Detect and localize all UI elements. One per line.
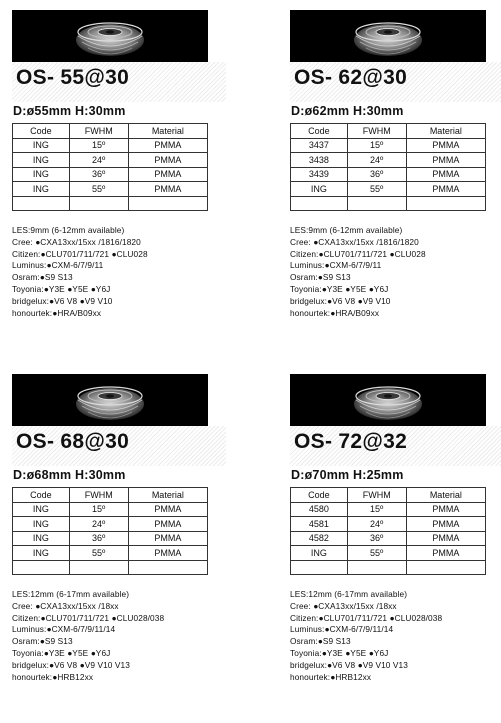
cell-code: ING <box>13 153 70 168</box>
note-line: Osram:●S9 S13 <box>290 636 351 647</box>
table-row-empty <box>13 560 208 575</box>
cell-fwhm: 36º <box>347 167 406 182</box>
table-row <box>291 531 486 546</box>
dimensions: D:ø55mm H:30mm <box>13 104 126 118</box>
dimensions: D:ø70mm H:25mm <box>291 468 404 482</box>
note-line: Cree: ●CXA13xx/15xx /1816/1820 <box>290 236 419 247</box>
header-code: Code <box>291 488 348 503</box>
note-line: Toyonia:●Y3E ●Y5E ●Y6J <box>290 283 389 294</box>
lens-photo <box>290 10 486 62</box>
cell-material: PMMA <box>128 167 207 182</box>
note-line: bridgelux:●V6 V8 ●V9 V10 V13 <box>290 659 408 670</box>
note-line: Osram:●S9 S13 <box>12 636 73 647</box>
lens-photo <box>12 374 208 426</box>
spec-table <box>12 123 208 211</box>
note-line: honourtek:●HRA/B09xx <box>12 307 102 318</box>
table-row-empty <box>291 560 486 575</box>
cell-code: 4582 <box>291 531 348 546</box>
product-title: OS- 68@30 <box>16 430 130 453</box>
note-line: Citizen:●CLU701/711/721 ●CLU028 <box>290 248 426 259</box>
table-row <box>291 153 486 168</box>
header-material: Material <box>128 124 207 139</box>
cell-code: ING <box>13 531 70 546</box>
header-fwhm: FWHM <box>347 124 406 139</box>
cell-material: PMMA <box>128 517 207 532</box>
cell-material: PMMA <box>128 546 207 561</box>
cell-fwhm: 15º <box>347 138 406 153</box>
note-line: LES:12mm (6-17mm available) <box>290 589 408 599</box>
note-line: Cree: ●CXA13xx/15xx /18xx <box>290 600 397 611</box>
cell-fwhm: 55º <box>69 546 128 561</box>
header-material: Material <box>128 488 207 503</box>
dimensions: D:ø68mm H:30mm <box>13 468 126 482</box>
product-card-os-68 <box>12 374 226 683</box>
note-line: LES:9mm (6-12mm available) <box>12 225 125 235</box>
dimensions: D:ø62mm H:30mm <box>291 104 404 118</box>
cell-material: PMMA <box>128 502 207 517</box>
cell-fwhm: 24º <box>69 153 128 168</box>
header-fwhm: FWHM <box>69 488 128 503</box>
table-row <box>291 517 486 532</box>
note-line: Cree: ●CXA13xx/15xx /1816/1820 <box>12 236 141 247</box>
table-row <box>13 182 208 197</box>
cell-code: 3438 <box>291 153 348 168</box>
note-line: Luminus:●CXM-6/7/9/11/14 <box>290 624 394 635</box>
table-row <box>291 138 486 153</box>
cell-fwhm: 36º <box>347 531 406 546</box>
cell-material: PMMA <box>406 153 485 168</box>
spec-table <box>290 487 486 575</box>
note-line: Toyonia:●Y3E ●Y5E ●Y6J <box>12 283 111 294</box>
cell-material: PMMA <box>406 517 485 532</box>
spec-table <box>290 123 486 211</box>
table-row-empty <box>13 196 208 211</box>
cell-material: PMMA <box>406 167 485 182</box>
note-line: Citizen:●CLU701/711/721 ●CLU028/038 <box>12 612 165 623</box>
note-line: Citizen:●CLU701/711/721 ●CLU028 <box>12 248 148 259</box>
note-line: Cree: ●CXA13xx/15xx /18xx <box>12 600 119 611</box>
cell-fwhm: 24º <box>347 153 406 168</box>
cell-fwhm: 24º <box>347 517 406 532</box>
table-row <box>13 153 208 168</box>
cell-material: PMMA <box>128 153 207 168</box>
product-card-os-55 <box>12 10 226 319</box>
cell-code: 3439 <box>291 167 348 182</box>
cell-fwhm: 55º <box>347 182 406 197</box>
cell-code: 4580 <box>291 502 348 517</box>
table-row-empty <box>291 196 486 211</box>
compatibility-notes <box>290 589 501 683</box>
cell-material: PMMA <box>406 546 485 561</box>
cell-code: ING <box>13 502 70 517</box>
table-row <box>13 531 208 546</box>
cell-material: PMMA <box>128 531 207 546</box>
cell-code: ING <box>13 138 70 153</box>
header-code: Code <box>13 488 70 503</box>
note-line: bridgelux:●V6 V8 ●V9 V10 V13 <box>12 659 130 670</box>
cell-code: ING <box>13 167 70 182</box>
note-line: bridgelux:●V6 V8 ●V9 V10 <box>12 295 113 306</box>
cell-fwhm: 15º <box>69 502 128 517</box>
table-row <box>291 546 486 561</box>
table-header-row <box>291 124 486 139</box>
header-material: Material <box>406 124 485 139</box>
spec-table <box>12 487 208 575</box>
table-row <box>291 167 486 182</box>
cell-code: ING <box>291 182 348 197</box>
product-card-os-62 <box>290 10 501 319</box>
product-title: OS- 55@30 <box>16 66 130 89</box>
cell-material: PMMA <box>406 182 485 197</box>
product-title: OS- 72@32 <box>294 430 408 453</box>
table-header-row <box>13 124 208 139</box>
compatibility-notes <box>12 589 226 683</box>
cell-code: 4581 <box>291 517 348 532</box>
table-row <box>291 182 486 197</box>
note-line: Toyonia:●Y3E ●Y5E ●Y6J <box>290 647 389 658</box>
note-line: Luminus:●CXM-6/7/9/11 <box>290 260 382 271</box>
cell-fwhm: 36º <box>69 167 128 182</box>
cell-code: ING <box>291 546 348 561</box>
note-line: Luminus:●CXM-6/7/9/11 <box>12 260 104 271</box>
title-bar <box>290 62 501 102</box>
cell-material: PMMA <box>128 138 207 153</box>
note-line: Toyonia:●Y3E ●Y5E ●Y6J <box>12 647 111 658</box>
note-line: Citizen:●CLU701/711/721 ●CLU028/038 <box>290 612 443 623</box>
table-row <box>13 546 208 561</box>
title-bar <box>12 426 226 466</box>
note-line: Osram:●S9 S13 <box>290 272 351 283</box>
cell-fwhm: 24º <box>69 517 128 532</box>
note-line: bridgelux:●V6 V8 ●V9 V10 <box>290 295 391 306</box>
header-fwhm: FWHM <box>347 488 406 503</box>
note-line: honourtek:●HRB12xx <box>290 671 372 682</box>
header-code: Code <box>291 124 348 139</box>
note-line: Osram:●S9 S13 <box>12 272 73 283</box>
cell-material: PMMA <box>406 502 485 517</box>
cell-material: PMMA <box>406 138 485 153</box>
header-code: Code <box>13 124 70 139</box>
product-card-os-72 <box>290 374 501 683</box>
cell-fwhm: 36º <box>69 531 128 546</box>
cell-material: PMMA <box>128 182 207 197</box>
header-fwhm: FWHM <box>69 124 128 139</box>
compatibility-notes <box>290 225 501 319</box>
compatibility-notes <box>12 225 226 319</box>
note-line: honourtek:●HRA/B09xx <box>290 307 380 318</box>
cell-code: ING <box>13 517 70 532</box>
table-row <box>13 167 208 182</box>
table-row <box>13 517 208 532</box>
note-line: LES:12mm (6-17mm available) <box>12 589 130 599</box>
lens-photo <box>290 374 486 426</box>
note-line: Luminus:●CXM-6/7/9/11/14 <box>12 624 116 635</box>
cell-fwhm: 55º <box>69 182 128 197</box>
cell-code: ING <box>13 182 70 197</box>
cell-code: ING <box>13 546 70 561</box>
cell-fwhm: 15º <box>69 138 128 153</box>
note-line: honourtek:●HRB12xx <box>12 671 94 682</box>
header-material: Material <box>406 488 485 503</box>
table-row <box>13 138 208 153</box>
note-line: LES:9mm (6-12mm available) <box>290 225 403 235</box>
table-header-row <box>291 488 486 503</box>
product-title: OS- 62@30 <box>294 66 408 89</box>
cell-fwhm: 15º <box>347 502 406 517</box>
title-bar <box>12 62 226 102</box>
cell-material: PMMA <box>406 531 485 546</box>
table-row <box>291 502 486 517</box>
table-header-row <box>13 488 208 503</box>
title-bar <box>290 426 501 466</box>
table-row <box>13 502 208 517</box>
cell-fwhm: 55º <box>347 546 406 561</box>
cell-code: 3437 <box>291 138 348 153</box>
lens-photo <box>12 10 208 62</box>
